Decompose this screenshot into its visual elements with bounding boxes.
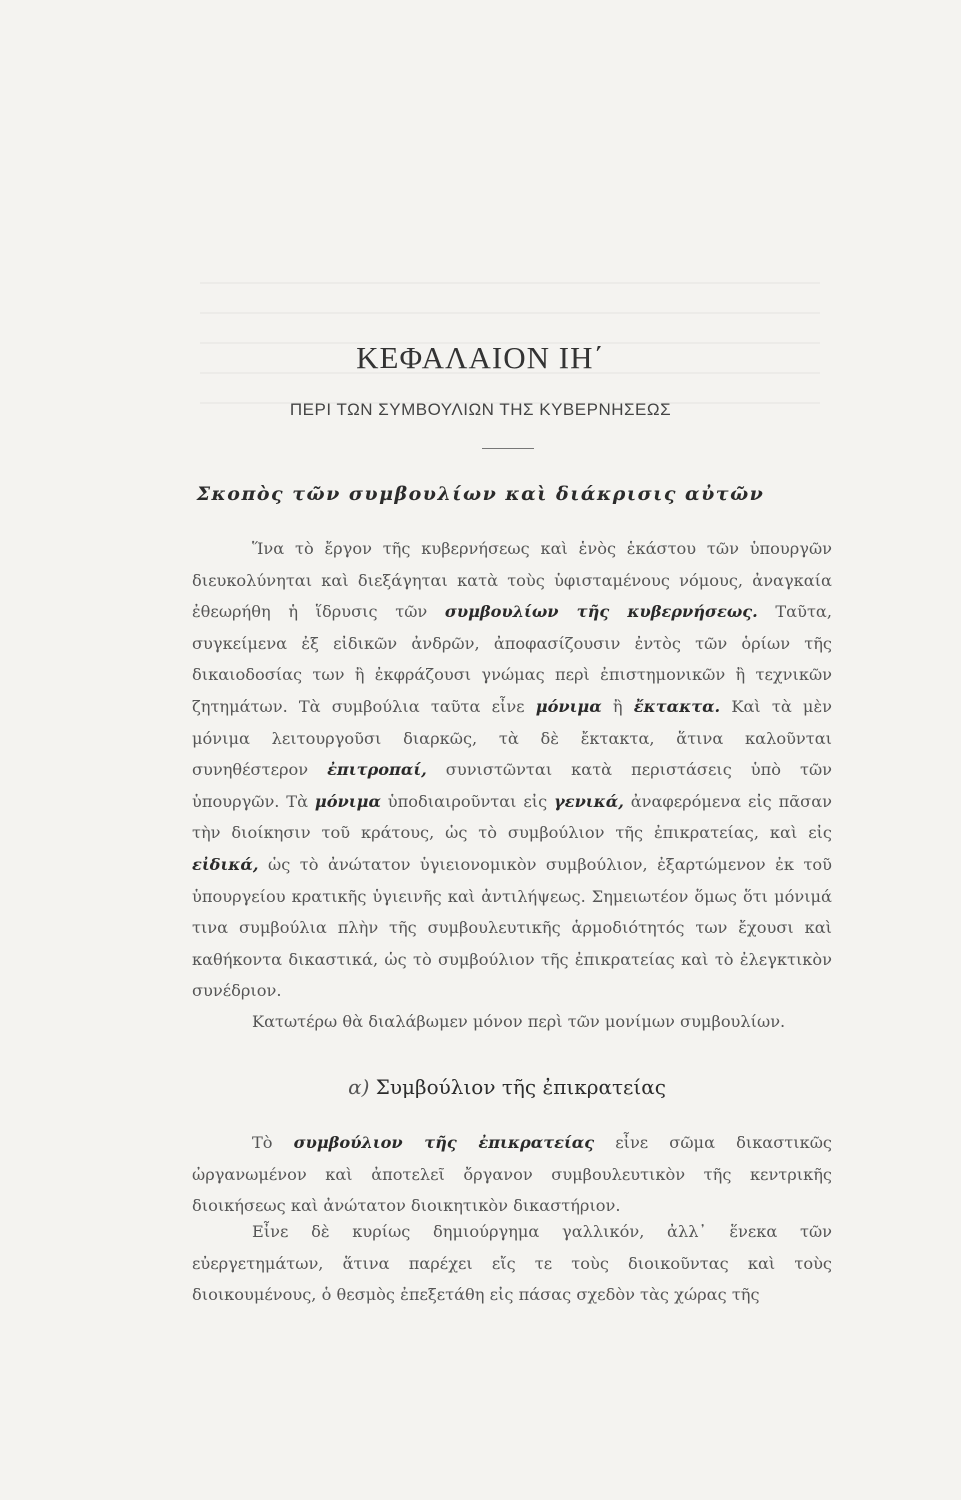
emphasis-term: ἐπιτροπαί,	[327, 760, 427, 780]
text-run: ὑποδιαιροῦνται εἰς	[380, 791, 555, 811]
text-run: Τὸ	[252, 1133, 294, 1152]
subsection-heading	[0, 1075, 961, 1099]
text-run: συνιστῶνται κατὰ περιστάσεις ὑπὸ τῶν ὑπουργῶν. Τὰ	[192, 760, 832, 811]
divider-rule	[482, 448, 534, 449]
text-run: Καὶ τὰ μὲν μόνιμα λειτουργοῦσι διαρκῶς, τὰ δὲ ἔκτακτα, ἅτινα καλοῦνται συνηθέστερον	[192, 696, 832, 780]
chapter-subtitle: ΠΕΡΙ ΤΩΝ ΣΥΜΒΟΥΛΙΩΝ ΤΗΣ ΚΥΒΕΡΝΗΣΕΩΣ	[289, 400, 672, 419]
show-through-text	[200, 260, 820, 410]
subsection-label: α)	[348, 1075, 370, 1099]
emphasis-term: μόνιμα	[535, 696, 602, 716]
text-run: Ἵνα τὸ ἔργον τῆς κυβερνήσεως καὶ ἑνὸς ἑκάστου τῶν ὑπουργῶν διευκολύνηται καὶ διεξάγηται κατὰ τοὺς ὑφισταμένους νόμους, ἀναγκαία ἐθεωρήθη ἡ ἵδρυσις τῶν	[192, 539, 832, 622]
emphasis-term: ἔκτακτα.	[633, 696, 721, 716]
paragraph-council-origin	[192, 1216, 832, 1311]
emphasis-term: γενικά,	[554, 791, 624, 811]
paragraph-purpose	[192, 533, 832, 1007]
text-run: Κατωτέρω θὰ διαλάβωμεν μόνον περὶ τῶν μονίμων συμβουλίων.	[252, 1012, 786, 1031]
paragraph-council-definition	[192, 1127, 832, 1222]
text-run: ἀναφερόμενα εἰς πᾶσαν τὴν διοίκησιν τοῦ κράτους, ὡς τὸ συμβούλιον τῆς ἐπικρατείας, καὶ εἰς	[192, 791, 832, 843]
emphasis-term: μόνιμα	[314, 791, 381, 811]
text-run: ἢ	[601, 696, 634, 716]
subsection-title: Συμβούλιον τῆς ἐπικρατείας	[375, 1075, 666, 1099]
text-run: εἶνε σῶμα δικαστικῶς ὠργανωμένον καὶ ἀποτελεῖ ὄργανον συμβουλευτικὸν τῆς κεντρικῆς διοικήσεως καὶ ἀνώτατον διοικητικὸν δικαστήριον.	[192, 1133, 832, 1216]
chapter-title: ΚΕΦΑΛΑΙΟΝ ΙΗ΄	[356, 340, 605, 375]
text-run: ὡς τὸ ἀνώτατον ὑγιειονομικὸν συμβούλιον, ἐξαρτώμενον ἐκ τοῦ ὑπουργείου κρατικῆς ὑγιεινῆς καὶ ἀντιλήψεως. Σημειωτέον ὅμως ὅτι μόνιμά τινα συμβούλια πλὴν τῆς συμβουλευτικῆς ἁρμοδιότητός των ἔχουσι καὶ καθήκοντα δικαστικά, ὡς τὸ συμβούλιον τῆς ἐπικρατείας καὶ τὸ ἐλεγκτικὸν συνέδριον.	[192, 854, 832, 1001]
text-run: Ταῦτα, συγκείμενα ἐξ εἰδικῶν ἀνδρῶν, ἀποφασίζουσιν ἐντὸς τῶν ὁρίων τῆς δικαιοδοσίας των ἢ ἐκφράζουσι γνώμας περὶ ἐπιστημονικῶν ἢ τεχνικῶν ζητημάτων. Τὰ συμβούλια ταῦτα εἶνε	[192, 602, 832, 716]
emphasis-term: συμβούλιον τῆς ἐπικρατείας	[293, 1133, 595, 1152]
paragraph-scope	[192, 1006, 832, 1038]
text-run: Εἶνε δὲ κυρίως δημιούργημα γαλλικόν, ἀλλ᾽ ἕνεκα τῶν εὐεργετημάτων, ἅτινα παρέχει εἴς τε τοὺς διοικοῦντας καὶ τοὺς διοικουμένους, ὁ θεσμὸς ἐπεξετάθη εἰς πάσας σχεδὸν τὰς χώρας τῆς	[192, 1222, 832, 1305]
section-heading: Σκοπὸς τῶν συμβουλίων καὶ διάκρισις αὐτῶν	[196, 483, 765, 505]
emphasis-term: συμβουλίων τῆς κυβερνήσεως.	[444, 602, 758, 622]
emphasis-term: εἰδικά,	[192, 854, 259, 874]
